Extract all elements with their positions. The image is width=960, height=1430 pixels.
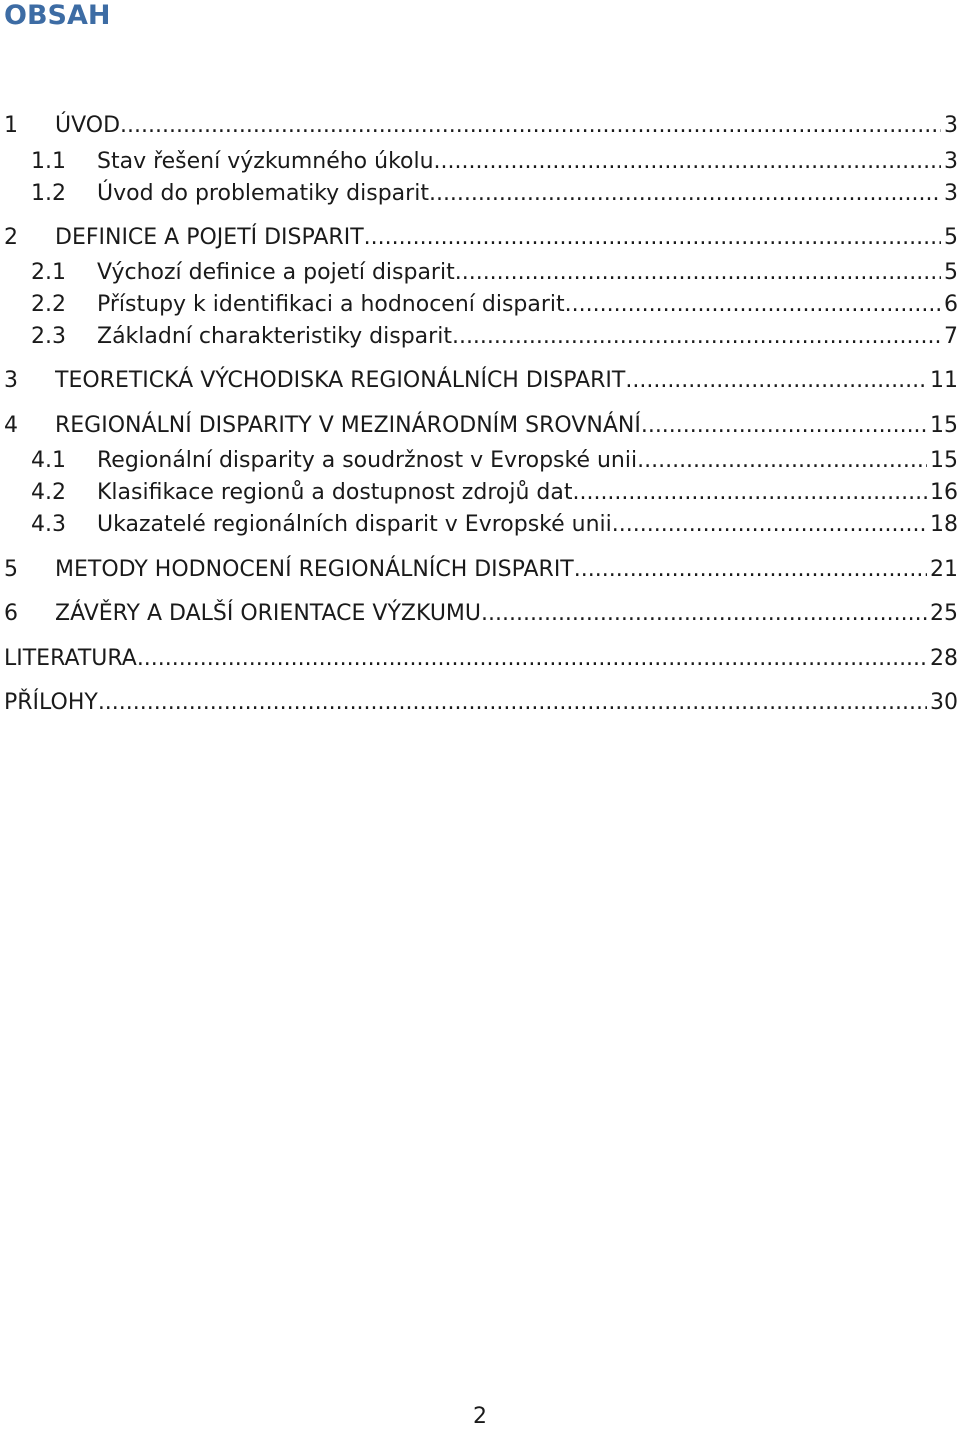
toc-entry-label: PŘÍLOHY bbox=[4, 690, 98, 715]
toc-entry-page: 7 bbox=[944, 324, 958, 349]
toc-entry[interactable] bbox=[0, 258, 960, 288]
toc-entry-label: Výchozí definice a pojetí disparit bbox=[97, 260, 455, 285]
toc-entry-number: 3 bbox=[4, 368, 18, 393]
toc-entry-page: 30 bbox=[930, 690, 958, 715]
toc-entry-number: 2.3 bbox=[31, 324, 66, 349]
toc-entry-label: LITERATURA bbox=[4, 646, 137, 671]
toc-entry-page: 16 bbox=[930, 480, 958, 505]
toc-dot-leader bbox=[98, 688, 927, 718]
toc-entry-number: 6 bbox=[4, 601, 18, 626]
toc-entry-number: 4.3 bbox=[31, 512, 66, 537]
toc-entry[interactable] bbox=[0, 411, 960, 441]
toc-dot-leader bbox=[452, 322, 941, 352]
toc-entry[interactable] bbox=[0, 290, 960, 320]
toc-entry-label: TEORETICKÁ VÝCHODISKA REGIONÁLNÍCH DISPARIT bbox=[55, 368, 626, 393]
toc-entry-number: 2.1 bbox=[31, 260, 66, 285]
toc-dot-leader bbox=[625, 366, 927, 396]
toc-entry-page: 6 bbox=[944, 292, 958, 317]
toc-entry-label: Klasifikace regionů a dostupnost zdrojů dat bbox=[97, 480, 573, 505]
toc-entry[interactable] bbox=[0, 366, 960, 396]
toc-entry[interactable] bbox=[0, 111, 960, 141]
toc-entry-label: Základní charakteristiky disparit bbox=[97, 324, 452, 349]
toc-entry-label: DEFINICE A POJETÍ DISPARIT bbox=[55, 225, 364, 250]
toc-entry[interactable] bbox=[0, 510, 960, 540]
toc-dot-leader bbox=[364, 223, 941, 253]
toc-dot-leader bbox=[641, 411, 927, 441]
toc-entry-number: 4 bbox=[4, 413, 18, 438]
toc-dot-leader bbox=[612, 510, 927, 540]
toc-entry[interactable] bbox=[0, 446, 960, 476]
toc-entry[interactable] bbox=[0, 223, 960, 253]
toc-entry-label: ZÁVĚRY A DALŠÍ ORIENTACE VÝZKUMU bbox=[55, 601, 482, 626]
page-number: 2 bbox=[473, 1404, 487, 1429]
toc-entry-page: 3 bbox=[944, 113, 958, 138]
toc-entry-number: 2 bbox=[4, 225, 18, 250]
toc-entry[interactable] bbox=[0, 688, 960, 718]
toc-dot-leader bbox=[434, 147, 941, 177]
toc-entry-number: 4.1 bbox=[31, 448, 66, 473]
toc-entry-label: ÚVOD bbox=[55, 113, 121, 138]
toc-dot-leader bbox=[574, 555, 927, 585]
toc-entry-page: 3 bbox=[944, 181, 958, 206]
toc-entry[interactable] bbox=[0, 644, 960, 674]
toc-entry-label: REGIONÁLNÍ DISPARITY V MEZINÁRODNÍM SROVNÁNÍ bbox=[55, 413, 641, 438]
toc-dot-leader bbox=[572, 478, 927, 508]
toc-entry-label: Regionální disparity a soudržnost v Evropské unii bbox=[97, 448, 638, 473]
toc-dot-leader bbox=[120, 111, 941, 141]
toc-entry-page: 11 bbox=[930, 368, 958, 393]
toc-entry-page: 21 bbox=[930, 557, 958, 582]
toc-entry-page: 15 bbox=[930, 448, 958, 473]
toc-entry[interactable] bbox=[0, 147, 960, 177]
toc-entry-number: 2.2 bbox=[31, 292, 66, 317]
toc-entry-page: 5 bbox=[944, 260, 958, 285]
toc-entry-label: Stav řešení výzkumného úkolu bbox=[97, 149, 434, 174]
toc-entry-label: METODY HODNOCENÍ REGIONÁLNÍCH DISPARIT bbox=[55, 557, 574, 582]
toc-entry-number: 1 bbox=[4, 113, 18, 138]
toc-dot-leader bbox=[429, 179, 941, 209]
toc-dot-leader bbox=[455, 258, 941, 288]
toc-entry[interactable] bbox=[0, 555, 960, 585]
toc-entry-page: 25 bbox=[930, 601, 958, 626]
toc-entry-label: Ukazatelé regionálních disparit v Evropské unii bbox=[97, 512, 612, 537]
toc-entry-page: 28 bbox=[930, 646, 958, 671]
page-title: OBSAH bbox=[4, 0, 111, 31]
toc-entry[interactable] bbox=[0, 599, 960, 629]
toc-entry-number: 4.2 bbox=[31, 480, 66, 505]
toc-entry-number: 5 bbox=[4, 557, 18, 582]
toc-entry-label: Přístupy k identifikaci a hodnocení disparit bbox=[97, 292, 565, 317]
toc-entry-page: 3 bbox=[944, 149, 958, 174]
toc-dot-leader bbox=[637, 446, 927, 476]
toc-dot-leader bbox=[565, 290, 941, 320]
toc-dot-leader bbox=[481, 599, 927, 629]
toc-entry-page: 18 bbox=[930, 512, 958, 537]
toc-entry[interactable] bbox=[0, 179, 960, 209]
toc-entry-number: 1.2 bbox=[31, 181, 66, 206]
toc-entry[interactable] bbox=[0, 478, 960, 508]
toc-entry-page: 5 bbox=[944, 225, 958, 250]
toc-entry[interactable] bbox=[0, 322, 960, 352]
toc-dot-leader bbox=[137, 644, 927, 674]
toc-entry-page: 15 bbox=[930, 413, 958, 438]
toc-entry-number: 1.1 bbox=[31, 149, 66, 174]
toc-entry-label: Úvod do problematiky disparit bbox=[97, 181, 429, 206]
